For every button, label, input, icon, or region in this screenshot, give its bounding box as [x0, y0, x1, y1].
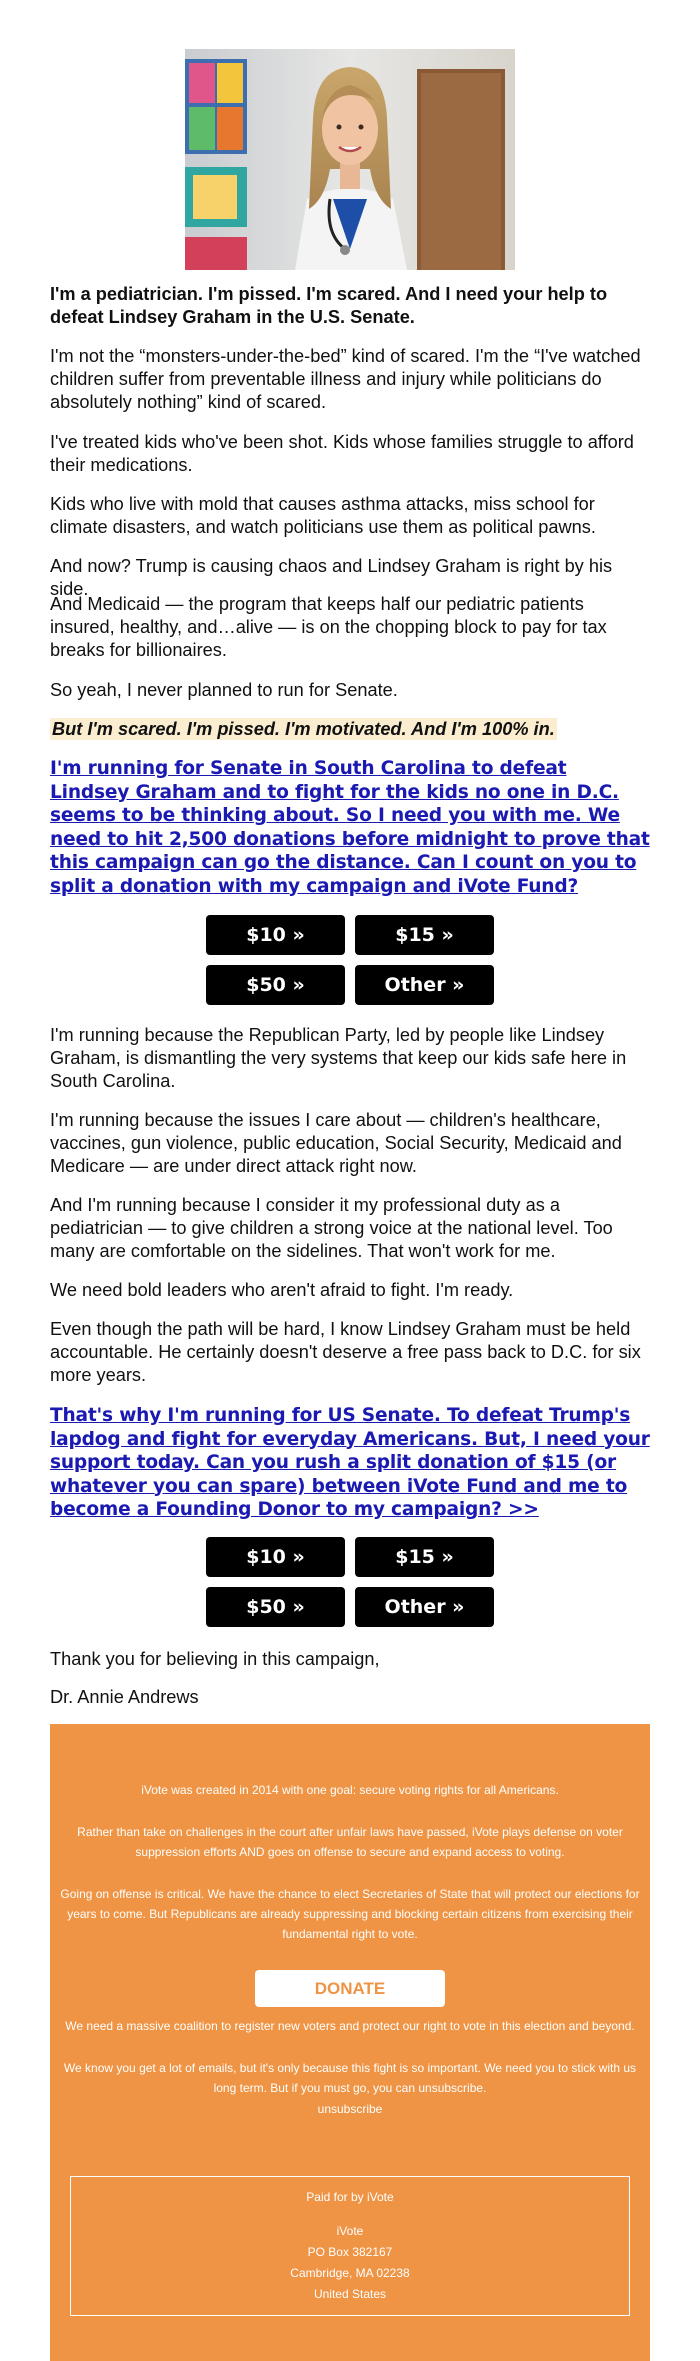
- paragraph-treated-kids: I've treated kids who've been shot. Kids whose families struggle to afford their medications.: [50, 432, 634, 475]
- donate-other-button[interactable]: Other »: [355, 965, 494, 1005]
- donate-10-button[interactable]: $10 »: [206, 1537, 345, 1577]
- doctor-portrait-image: [185, 49, 515, 270]
- hero-image: [185, 49, 515, 270]
- donate-10-button[interactable]: $10 »: [206, 915, 345, 955]
- paid-for-box: [70, 2176, 630, 2316]
- paragraph-trump-chaos: And now? Trump is causing chaos and Lindsey Graham is right by his side.: [50, 556, 613, 599]
- donate-15-button[interactable]: $15 »: [355, 1537, 494, 1577]
- intro-heading: I'm a pediatrician. I'm pissed. I'm scared. And I need your help to defeat Lindsey Graham in the U.S. Senate.: [50, 284, 608, 327]
- donate-50-button[interactable]: $50 »: [206, 965, 345, 1005]
- paragraph-monsters: I'm not the “monsters-under-the-bed” kind of scared. I'm the “I've watched children suffer from preventable illness and injury while politicians do absolutely nothing” kind of scared.: [50, 346, 641, 412]
- paragraph-medicaid: And Medicaid — the program that keeps half our pediatric patients insured, healthy, and…alive — is on the chopping block to pay for tax breaks for billionaires.: [50, 594, 607, 660]
- paragraph-professional-duty: And I'm running because I consider it my professional duty as a pediatrician — to give children a strong voice at the national level. Too many are comfortable on the sidelines. That won't work for me.: [50, 1195, 613, 1261]
- country: United States: [313, 2287, 387, 2301]
- paragraph-issues: I'm running because the issues I care about — children's healthcare, vaccines, gun violence, public education, Social Security, Medicaid and Medicare — are under direct attack right now.: [50, 1110, 622, 1176]
- donate-button[interactable]: DONATE: [255, 1970, 445, 2007]
- signature: Dr. Annie Andrews: [50, 1687, 199, 1707]
- closing-line: Thank you for believing in this campaign,: [50, 1649, 380, 1669]
- city: Cambridge, MA 02238: [290, 2266, 410, 2280]
- org-name: iVote: [336, 2224, 364, 2238]
- donate-other-button[interactable]: Other »: [355, 1587, 494, 1627]
- footer-defense: Rather than take on challenges in the court after unfair laws have passed, iVote plays defense on voter suppression efforts AND goes on offense to secure and expand access to voting.: [77, 1825, 623, 1859]
- paragraph-mold: Kids who live with mold that causes asthma attacks, miss school for climate disasters, and watch politicians use them as political pawns.: [50, 494, 596, 537]
- donate-15-button[interactable]: $15 »: [355, 915, 494, 955]
- footer-mission: iVote was created in 2014 with one goal: secure voting rights for all Americans.: [141, 1783, 559, 1797]
- footer-offense: Going on offense is critical. We have the chance to elect Secretaries of State that will protect our elections for years to come. But Republicans are already suppressing and blocking certain citizens from exercising their fundamental right to vote.: [60, 1887, 640, 1941]
- footer-coalition: We need a massive coalition to register new voters and protect our right to vote in this election and beyond.: [65, 2019, 635, 2033]
- paragraph-bold-leaders: We need bold leaders who aren't afraid to fight. I'm ready.: [50, 1280, 514, 1300]
- unsubscribe-link[interactable]: unsubscribe: [317, 2102, 383, 2116]
- po-box: PO Box 382167: [307, 2245, 393, 2259]
- paid-by: Paid for by iVote: [306, 2190, 394, 2204]
- paragraph-never-planned: So yeah, I never planned to run for Senate.: [50, 680, 398, 700]
- paragraph-accountable: Even though the path will be hard, I know Lindsey Graham must be held accountable. He certainly doesn't deserve a free pass back to D.C. for six more years.: [50, 1319, 641, 1385]
- footer-emails: We know you get a lot of emails, but it's only because this fight is so important. We need you to stick with us long term. But if you must go, you can unsubscribe.: [63, 2061, 637, 2095]
- donation-link-2[interactable]: That's why I'm running for US Senate. To defeat Trump's lapdog and fight for everyday Americans. But, I need your support today. Can you rush a split donation of $15 (or whatever you can spare) between iVote Fund and me to become a Founding Donor to my campaign? >>: [50, 1405, 650, 1520]
- ivote-footer: [50, 1724, 650, 2361]
- donate-50-button[interactable]: $50 »: [206, 1587, 345, 1627]
- donation-link-1[interactable]: I'm running for Senate in South Carolina to defeat Lindsey Graham and to fight for the kids no one in D.C. seems to be thinking about. So I need you with me. We need to hit 2,500 donations before midnight to prove that this campaign can go the distance. Can I count on you to split a donation with my campaign and iVote Fund?: [50, 758, 650, 897]
- highlight-text: But I'm scared. I'm pissed. I'm motivated. And I'm 100% in.: [52, 719, 555, 739]
- paragraph-republican-party: I'm running because the Republican Party, led by people like Lindsey Graham, is dismantling the very systems that keep our kids safe here in South Carolina.: [50, 1025, 627, 1091]
- highlight-statement: [50, 717, 557, 742]
